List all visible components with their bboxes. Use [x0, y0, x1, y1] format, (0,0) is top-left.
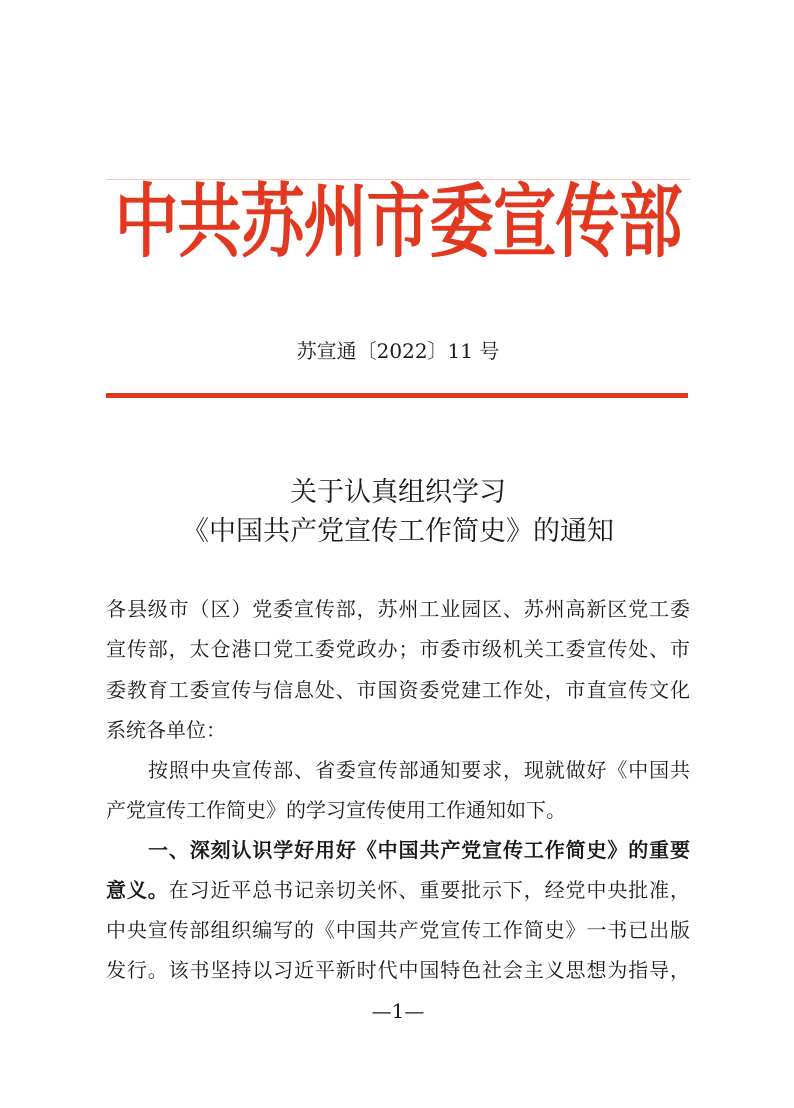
- red-divider-rule: [106, 393, 688, 398]
- masthead-title: 中共苏州市委宣传部: [114, 176, 682, 270]
- section-1-line: 发行。该书坚持以习近平新时代中国特色社会主义思想为指导，: [106, 958, 690, 982]
- page-number: —1—: [371, 999, 425, 1023]
- document-number: 苏宣通〔2022〕11 号: [296, 339, 500, 363]
- section-1-heading: 一、深刻认识学好用好《中国共产党宣传工作简史》的重要: [148, 838, 690, 862]
- intro-line: 产党宣传工作简史》的学习宣传使用工作通知如下。: [106, 798, 566, 822]
- addressee-line: 各县级市（区）党委宣传部，苏州工业园区、苏州高新区党工委: [106, 597, 690, 621]
- addressee-line: 委教育工委宣传与信息处、市国资委党建工作处，市直宣传文化: [106, 678, 690, 702]
- notice-title-line-1: 关于认真组织学习: [290, 477, 506, 508]
- addressee-line: 宣传部，太仓港口党工委党政办；市委市级机关工委宣传处、市: [106, 637, 690, 661]
- intro-line: 按照中央宣传部、省委宣传部通知要求，现就做好《中国共: [148, 758, 690, 782]
- section-1-line: 中央宣传部组织编写的《中国共产党宣传工作简史》一书已出版: [106, 918, 690, 942]
- addressee-line: 系统各单位：: [106, 718, 226, 742]
- notice-title-line-2: 《中国共产党宣传工作简史》的通知: [182, 516, 614, 547]
- section-1-line: [106, 876, 690, 904]
- section-1-text: 在习近平总书记亲切关怀、重要批示下，经党中央批准，: [168, 878, 690, 902]
- section-1-heading-end: 意义。: [106, 878, 169, 902]
